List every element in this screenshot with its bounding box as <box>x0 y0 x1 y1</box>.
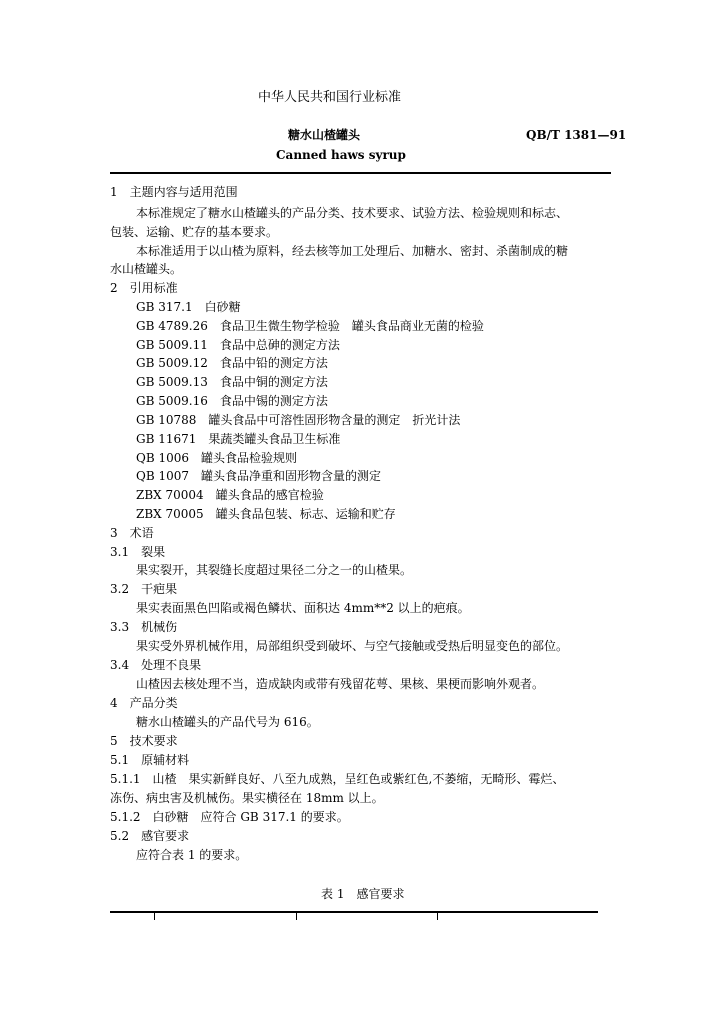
section-heading: 4 产品分类 <box>110 696 178 710</box>
reference-item: GB 5009.16 食品中锡的测定方法 <box>136 394 328 408</box>
standard-title-cn: 糖水山楂罐头 <box>288 128 361 142</box>
reference-item: ZBX 70004 罐头食品的感官检验 <box>136 488 324 502</box>
section-heading: 5 技术要求 <box>110 734 178 748</box>
paragraph-line: 5.1.1 山楂 果实新鲜良好、八至九成熟，呈红色或紫红色,不萎缩，无畸形、霉烂、 <box>110 772 565 786</box>
paragraph-line: 果实表面黑色凹陷或褐色鳞状、面积达 4mm**2 以上的疤痕。 <box>136 601 470 615</box>
paragraph-line: 山楂因去核处理不当，造成缺肉或带有残留花萼、果核、果梗而影响外观者。 <box>136 677 545 691</box>
paragraph-line: 应符合表 1 的要求。 <box>136 848 248 862</box>
table-top-rule <box>110 911 598 913</box>
paragraph-line: 包装、运输、贮存的基本要求。 <box>110 225 279 239</box>
paragraph-line: 果实裂开，其裂缝长度超过果径二分之一的山楂果。 <box>136 563 413 577</box>
issuing-authority: 中华人民共和国行业标准 <box>258 90 402 105</box>
header-rule <box>110 172 611 174</box>
paragraph-line: 冻伤、病虫害及机械伤。果实横径在 18mm 以上。 <box>110 791 384 805</box>
table-column-divider <box>154 913 155 920</box>
reference-item: GB 317.1 白砂糖 <box>136 300 241 314</box>
reference-item: QB 1006 罐头食品检验规则 <box>136 451 298 465</box>
reference-item: GB 5009.11 食品中总砷的测定方法 <box>136 338 340 352</box>
subsection-heading: 3.3 机械伤 <box>110 620 178 634</box>
paragraph-line: 糖水山楂罐头的产品代号为 616。 <box>136 715 319 729</box>
subsection-heading: 3.4 处理不良果 <box>110 658 202 672</box>
subsection-heading: 3.2 干疤果 <box>110 582 178 596</box>
standard-code: QB/T 1381—91 <box>526 128 627 142</box>
subsection-heading: 5.1 原辅材料 <box>110 753 190 767</box>
paragraph-line: 水山楂罐头。 <box>110 262 183 276</box>
table-column-divider <box>296 913 297 920</box>
paragraph-line: 5.1.2 白砂糖 应符合 GB 317.1 的要求。 <box>110 810 349 824</box>
reference-item: QB 1007 罐头食品净重和固形物含量的测定 <box>136 469 382 483</box>
section-heading: 2 引用标准 <box>110 281 178 295</box>
standard-title-en: Canned haws syrup <box>276 148 406 162</box>
reference-item: GB 5009.12 食品中铅的测定方法 <box>136 356 328 370</box>
table-caption: 表 1 感官要求 <box>321 887 405 901</box>
reference-item: GB 4789.26 食品卫生微生物学检验 罐头食品商业无菌的检验 <box>136 319 484 333</box>
reference-item: GB 11671 果蔬类罐头食品卫生标准 <box>136 432 341 446</box>
section-heading: 1 主题内容与适用范围 <box>110 185 238 199</box>
subsection-heading: 3.1 裂果 <box>110 545 166 559</box>
paragraph-line: 本标准规定了糖水山楂罐头的产品分类、技术要求、试验方法、检验规则和标志、 <box>136 206 569 220</box>
paragraph-line: 果实受外界机械作用，局部组织受到破坏、与空气接触或受热后明显变色的部位。 <box>136 639 569 653</box>
section-heading: 3 术语 <box>110 526 154 540</box>
reference-item: GB 5009.13 食品中铜的测定方法 <box>136 375 328 389</box>
subsection-heading: 5.2 感官要求 <box>110 829 190 843</box>
reference-item: ZBX 70005 罐头食品包装、标志、运输和贮存 <box>136 507 396 521</box>
table-column-divider <box>437 913 438 920</box>
reference-item: GB 10788 罐头食品中可溶性固形物含量的测定 折光计法 <box>136 413 461 427</box>
paragraph-line: 本标准适用于以山楂为原料，经去核等加工处理后、加糖水、密封、杀菌制成的糖 <box>136 244 569 258</box>
